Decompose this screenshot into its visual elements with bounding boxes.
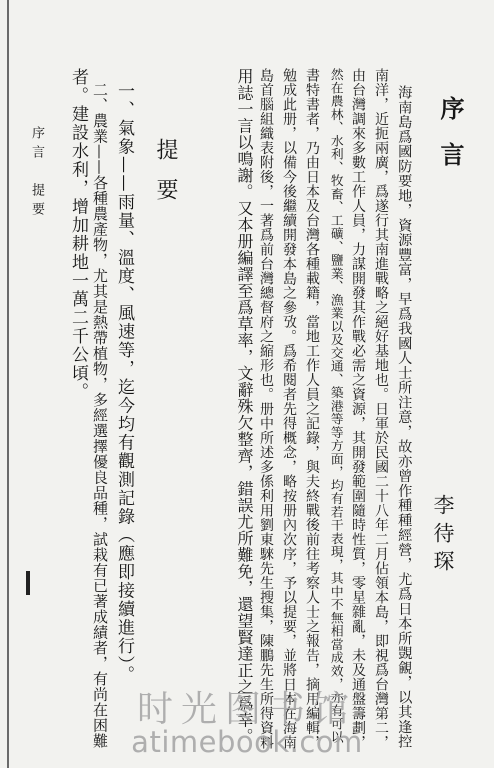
summary-item-weather: 一、氣象——雨量、溫度、風速等，迄今均有觀測記錄（應即接續進行）。 [114,82,134,684]
preface-column-6: 勉成此册，以備今後繼續開發本島之參攷。爲希閱者先得概念，略按册內次序，予以提要，並將日本在海南 [281,68,297,750]
preface-column-2: 南洋，近扼兩廣，爲遂行其南進戰略之絕好基地也。日軍於民國二十八年二月佔領本島，即視爲台灣第二， [373,68,389,750]
preface-column-3: 由台灣調來多數工作人員，力謀開發其作戰必需之資源，其開發範圍隨時性質，零星雜亂，未及通盤籌劃， [350,68,366,750]
page-number-stroke [26,571,30,595]
page-edge-rule [7,0,9,768]
running-head: 序言 提要 [29,126,44,221]
preface-column-1: 海南島爲國防要地，資源豐富，早爲我國人士所注意，故亦曾作種種經營，尤爲日本所覬覦，以其逢控 [396,85,413,749]
preface-column-8: 用誌一言以鳴謝。又本册編譯至爲草率，文辭殊欠整齊，錯誤尤所難免，還望賢達正之爲幸。 [235,68,254,745]
summary-item-agriculture-cont: 者。建設水利，增加耕地一萬二千公頃。 [68,68,88,401]
watermark-chinese: 时光图书馆 [136,689,357,730]
preface-column-4: 然在農林、水利、牧畜、工礦、鹽業、漁業以及交通、築港等等方面，均有若干表現，其中不無相當成效，亦有可以 [327,68,343,744]
preface-column-7: 島首腦組織表附後，一著爲前台灣總督府之縮形也。册中所述多係利用劉東騋先生搜集，陳鵬先生所得資料 [258,68,274,750]
preface-title: 序言 [436,96,465,188]
watermark-url: atimebook.com [131,725,363,759]
preface-column-5: 書特書者，乃由日本及台灣各種載籍，當地工作人員之記錄，與夫終戰後前往考察人士之報告，摘用編輯， [304,68,320,750]
preface-author: 李待琛 [431,494,455,578]
summary-item-agriculture: 二、農業——各種農產物，尤其是熱帶植物，多經選擇優良品種，試栽有已著成績者，有尚在困難 [91,82,109,749]
summary-heading: 提要 [153,138,178,218]
